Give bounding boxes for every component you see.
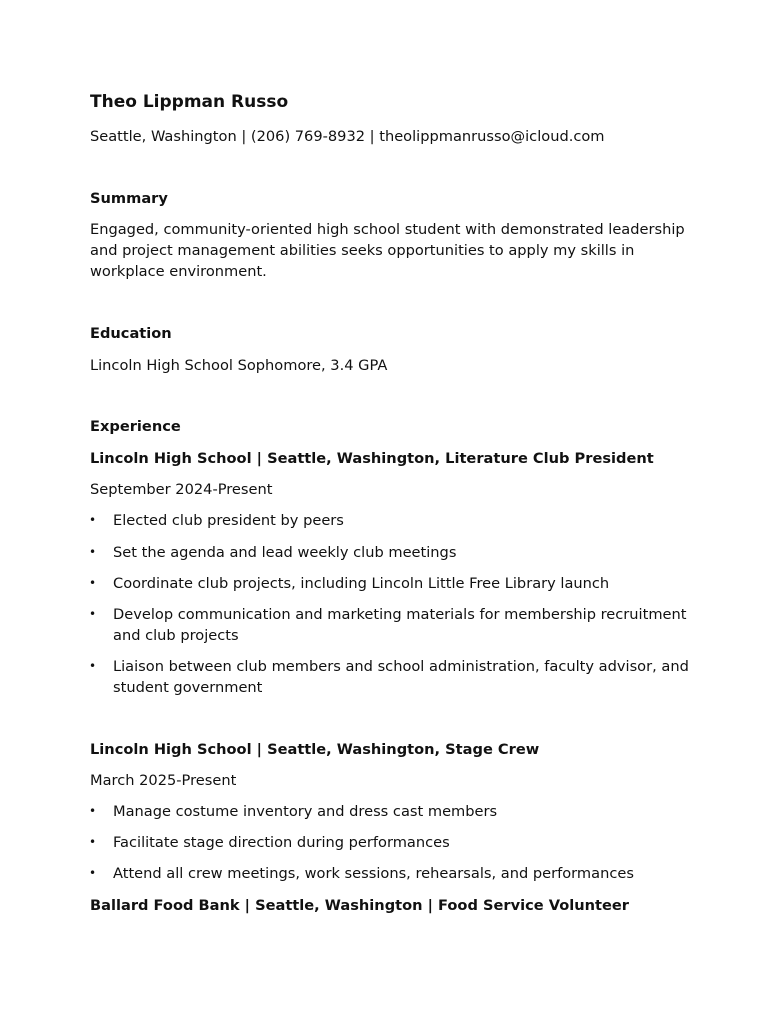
contact-line: Seattle, Washington | (206) 769-8932 | theolippmanrusso@icloud.com xyxy=(90,128,605,145)
bullet-icon: • xyxy=(89,659,97,673)
job-title: Lincoln High School | Seattle, Washington, Stage Crew xyxy=(90,741,540,758)
list-item-text: Elected club president by peers xyxy=(113,512,344,529)
list-item-text: Attend all crew meetings, work sessions, rehearsals, and performances xyxy=(113,865,634,882)
list-item-text: Manage costume inventory and dress cast members xyxy=(113,803,498,820)
bullet-icon: • xyxy=(89,866,97,880)
summary-text: Engaged, community-oriented high school student with demonstrated leadership and project management abilities seeks opportunities to apply my skills in workplace environment. xyxy=(90,221,685,280)
education-text: Lincoln High School Sophomore, 3.4 GPA xyxy=(90,357,388,374)
list-item-text: Facilitate stage direction during performances xyxy=(113,834,450,851)
job-dates: March 2025-Present xyxy=(90,772,237,789)
experience-heading: Experience xyxy=(90,418,181,435)
candidate-name: Theo Lippman Russo xyxy=(90,92,289,112)
list-item-text: Set the agenda and lead weekly club meetings xyxy=(113,544,457,561)
bullet-icon: • xyxy=(89,545,97,559)
bullet-icon: • xyxy=(89,835,97,849)
job-title: Ballard Food Bank | Seattle, Washington | Food Service Volunteer xyxy=(90,897,629,914)
list-item-text: Liaison between club members and school administration, faculty advisor, and student government xyxy=(113,658,689,696)
job-dates: September 2024-Present xyxy=(90,481,273,498)
list-item-text: Develop communication and marketing materials for membership recruitment and club projects xyxy=(113,606,687,644)
education-heading: Education xyxy=(90,325,172,342)
summary-heading: Summary xyxy=(90,190,168,207)
bullet-icon: • xyxy=(89,513,97,527)
list-item-text: Coordinate club projects, including Lincoln Little Free Library launch xyxy=(113,575,610,592)
bullet-icon: • xyxy=(89,576,97,590)
job-title: Lincoln High School | Seattle, Washington, Literature Club President xyxy=(90,450,654,467)
bullet-icon: • xyxy=(89,804,97,818)
bullet-icon: • xyxy=(89,607,97,621)
